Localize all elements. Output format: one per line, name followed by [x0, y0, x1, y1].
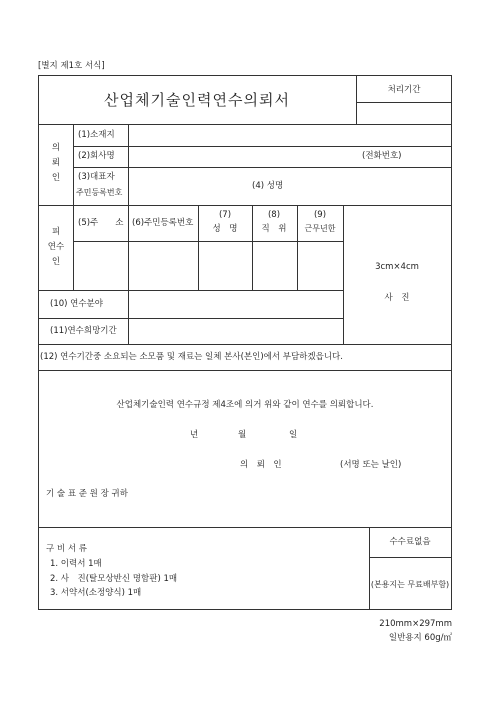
- trainee-group-3: 인: [51, 257, 61, 267]
- rule: [38, 290, 343, 291]
- fee-label: 수수료없음: [389, 537, 431, 547]
- recipient: 기 술 표 준 원 장 귀하: [46, 489, 128, 499]
- trainee-years-no: (9): [313, 210, 327, 220]
- trainee-reg-label: (6)주민등록번호: [132, 218, 194, 228]
- requester-group-3: 인: [51, 173, 61, 183]
- requester-sign-label: 의 뢰 인: [240, 460, 282, 470]
- trainee-group-1: 피: [51, 227, 61, 237]
- paper-spec: 일반용지 60g/㎡: [388, 633, 452, 643]
- trainee-group-2: 연수: [47, 242, 65, 252]
- sign-note: (서명 또는 날인): [340, 460, 402, 470]
- rule: [252, 205, 253, 290]
- date-day: 일: [289, 430, 298, 440]
- phone-label: (전화번호): [362, 151, 402, 161]
- name-label: (4) 성명: [252, 181, 284, 191]
- trainee-name-no: (7): [218, 210, 232, 220]
- photo-label: 사 진: [384, 293, 410, 303]
- rule: [73, 124, 74, 290]
- rule: [356, 75, 357, 124]
- rule: [297, 205, 298, 290]
- requester-group-2: 뢰: [51, 158, 61, 168]
- rule: [369, 557, 452, 558]
- materials-note: (12) 연수기간중 소요되는 소모품 및 재료는 일체 본사(본인)에서 부담하겠읍니다.: [40, 352, 343, 362]
- rule: [356, 102, 452, 103]
- period-label: (11)연수희망기간: [50, 326, 117, 336]
- rule: [369, 527, 370, 610]
- request-statement: 산업체기술인력 연수규정 제4조에 의거 위와 같이 연수를 의뢰합니다.: [116, 400, 374, 410]
- rule: [38, 205, 452, 206]
- trainee-position-label: 직 위: [261, 224, 287, 234]
- representative-label: (3)대표자: [78, 172, 115, 182]
- fee-note: (본용지는 무료배부함): [370, 580, 450, 589]
- document-item: 1. 이력서 1매: [50, 559, 102, 569]
- rule: [73, 241, 343, 242]
- form-label: [별지 제1호 서식]: [38, 61, 105, 71]
- field-label: (10) 연수분야: [50, 299, 103, 309]
- rule: [38, 527, 452, 528]
- form-title: 산업체기술인력연수의뢰서: [104, 91, 290, 109]
- trainee-years-label: 근무년한: [304, 224, 336, 233]
- rule: [198, 205, 199, 290]
- photo-size: 3cm×4cm: [375, 262, 419, 272]
- representative-reg-label: 주민등록번호: [76, 188, 123, 197]
- rule: [73, 146, 452, 147]
- rule: [128, 124, 129, 344]
- rule: [73, 167, 452, 168]
- rule: [38, 370, 452, 371]
- documents-title: 구 비 서 류: [46, 544, 87, 554]
- company-label: (2)회사명: [78, 151, 115, 161]
- document-item: 3. 서약서(소정양식) 1매: [50, 588, 142, 598]
- rule: [38, 124, 452, 125]
- rule: [38, 318, 343, 319]
- address-label: (1)소재지: [78, 130, 115, 140]
- date-year: 년: [190, 430, 199, 440]
- document-item: 2. 사 진(탈모상반신 명함판) 1매: [50, 574, 178, 584]
- processing-period-label: 처리기간: [387, 85, 421, 95]
- trainee-name-label: 성 명: [212, 224, 238, 234]
- requester-group-1: 의: [51, 143, 61, 153]
- date-month: 월: [238, 430, 247, 440]
- paper-size: 210mm×297mm: [379, 619, 452, 629]
- trainee-address-label: (5)주 소: [78, 218, 124, 228]
- trainee-position-no: (8): [267, 210, 281, 220]
- rule: [343, 205, 344, 344]
- rule: [38, 344, 452, 345]
